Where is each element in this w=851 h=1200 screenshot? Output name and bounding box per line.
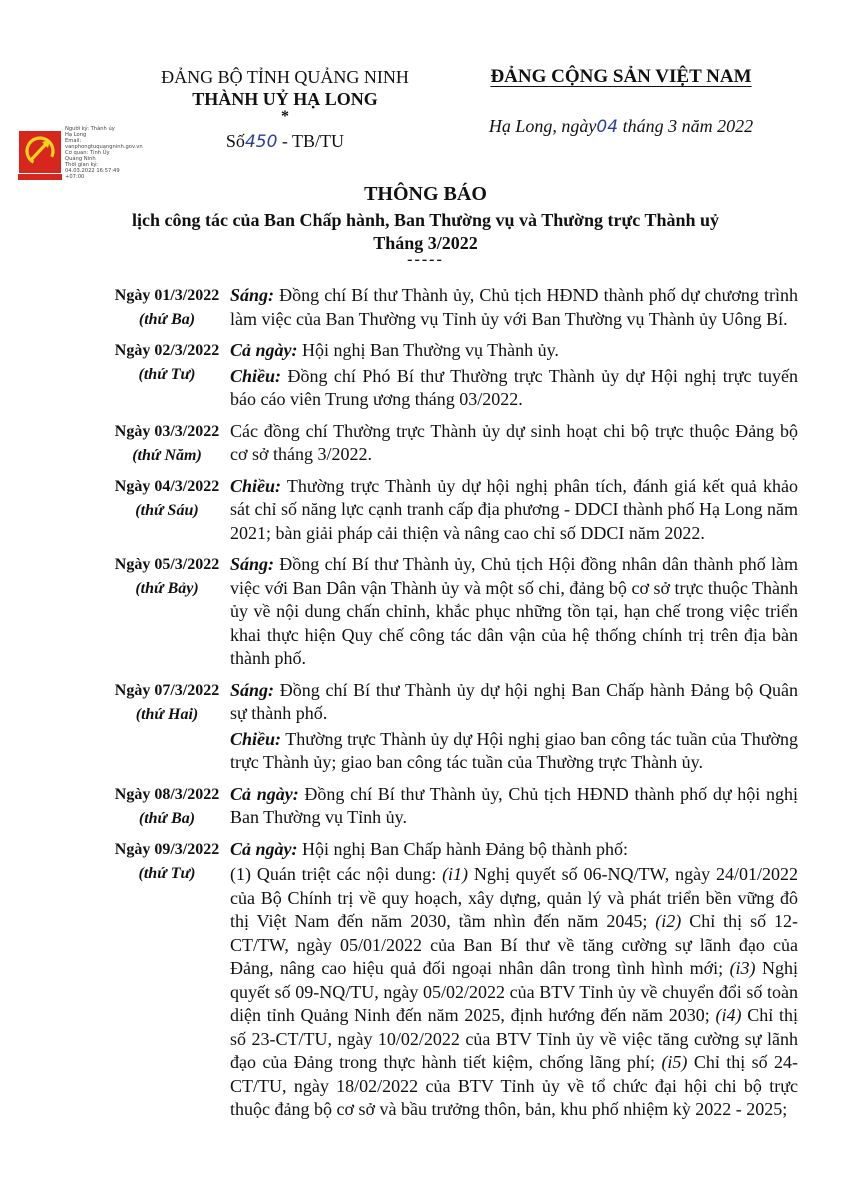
- time-of-day-label: Chiều:: [230, 475, 282, 496]
- entry-date-column: [104, 838, 230, 1124]
- signer-agency: Cơ quan: Tỉnh Ủy Quảng Ninh: [65, 150, 110, 162]
- activity-text: Đồng chí Bí thư Thành ủy, Chủ tịch HĐND thành phố dự hội nghị Ban Thường vụ Tỉnh ủy.: [230, 783, 799, 827]
- time-of-day-label: Cả ngày:: [230, 340, 298, 360]
- schedule-list: [104, 284, 804, 1130]
- date-prefix: Hạ Long, ngày: [488, 116, 597, 136]
- time-of-day-label: Cả ngày:: [230, 838, 298, 859]
- entry-date: Ngày 04/3/2022: [114, 477, 220, 495]
- entry-weekday: (thứ Tư): [138, 366, 196, 383]
- entry-content: [230, 339, 798, 414]
- schedule-entry: [104, 420, 804, 469]
- detail-text: Nghị quyết số 06-NQ/TW, ngày 24/01/2022 của Bộ Chính trị về quy hoạch, xây dựng, quản lý và phát triển bền vững đô thị Việt Nam đến năm 2030, tầm nhìn đến năm 2045;: [230, 864, 798, 931]
- activity: [230, 783, 798, 830]
- activity-text: Hội nghị Ban Chấp hành Đảng bộ thành phố:: [297, 838, 628, 859]
- org-line-1: ĐẢNG BỘ TỈNH QUẢNG NINH: [161, 67, 409, 87]
- item-marker: (i5): [661, 1052, 688, 1072]
- entry-weekday: (thứ Năm): [132, 446, 202, 464]
- number-suffix: - TB/TU: [281, 131, 345, 151]
- activity: [230, 365, 798, 412]
- activity: [230, 339, 798, 363]
- digital-signature: [18, 126, 143, 190]
- entry-content: [230, 553, 798, 673]
- activity-text: Đồng chí Bí thư Thành ủy dự hội nghị Ban Chấp hành Đảng bộ Quân sự thành phố.: [230, 679, 798, 723]
- time-of-day-label: Cả ngày:: [230, 783, 299, 804]
- notice-month: Tháng 3/2022: [373, 233, 478, 253]
- time-of-day-label: Sáng:: [230, 554, 275, 574]
- date-suffix: tháng 3 năm 2022: [622, 116, 754, 136]
- entry-date: Ngày 01/3/2022: [114, 287, 220, 304]
- signer: Người ký: Thành ủy Hạ Long: [65, 126, 115, 138]
- sign-time: 04.03.2022 16:57:49 +07:00: [65, 168, 120, 180]
- entry-date-column: [104, 783, 230, 832]
- entry-weekday: (thứ Tư): [138, 864, 196, 882]
- entry-weekday: (thứ Hai): [135, 705, 199, 723]
- detail-text: Nghị quyết số 09-NQ/TU, ngày 05/02/2022 của BTV Tỉnh ủy về chuyển đổi số toàn diện tỉnh Quảng Ninh đến năm 2025, định hướng đến năm 2030;: [230, 958, 798, 1025]
- entry-content: [230, 284, 798, 333]
- activity-text: Thường trực Thành ủy dự hội nghị phân tích, đánh giá kết quả khảo sát chỉ số năng lực cạnh tranh cấp địa phương - DDCI thành phố Hạ Long năm 2021; bàn giải pháp cải thiện và nâng cao chỉ số DDCI năm 2022.: [230, 475, 798, 543]
- entry-date-column: [104, 679, 230, 777]
- item-marker: (i4): [715, 1005, 742, 1025]
- time-of-day-label: Chiều:: [230, 365, 282, 386]
- entry-weekday: (thứ Ba): [138, 311, 196, 328]
- time-of-day-label: Chiều:: [230, 728, 282, 749]
- entry-weekday: (thứ Ba): [138, 809, 196, 827]
- entry-date-column: [104, 475, 230, 548]
- schedule-entry: [104, 783, 804, 832]
- star-mark: *: [281, 108, 289, 125]
- item-marker: (i3): [729, 958, 756, 978]
- handwritten-number: 450: [244, 132, 278, 152]
- activity-text: Hội nghị Ban Thường vụ Thành ủy.: [297, 340, 559, 360]
- activity-text: Đồng chí Bí thư Thành ủy, Chủ tịch HĐND thành phố dự chương trình làm việc của Ban Thường vụ Tỉnh ủy với Ban Thường vụ Thành ủy Uông Bí.: [230, 285, 798, 329]
- activity-details: [230, 863, 798, 1122]
- schedule-entry: [104, 838, 804, 1124]
- detail-text: Chỉ thị số 23-CT/TU, ngày 10/02/2022 của BTV Tỉnh ủy về việc tăng cường sự lãnh đạo của Đảng trong thực hành tiết kiệm, chống lãng phí;: [230, 1005, 798, 1072]
- detail-text: Chỉ thị số 12-CT/TW, ngày 05/01/2022 của Ban Bí thư về tăng cường sự lãnh đạo của Đảng, nâng cao hiệu quả đối ngoại nhân dân trong tình hình mới;: [230, 911, 798, 978]
- handwritten-day: 04: [596, 117, 619, 137]
- entry-date-column: [104, 339, 230, 414]
- activity: [230, 284, 798, 331]
- entry-date: Ngày 08/3/2022: [114, 785, 220, 803]
- entry-date-column: [104, 420, 230, 469]
- detail-text: Chỉ thị số 24-CT/TU, ngày 18/02/2022 của BTV Tỉnh ủy về tổ chức đại hội chi bộ trực thuộc đảng bộ cơ sở và bầu trưởng thôn, bản, khu phố nhiệm kỳ 2022 - 2025;: [230, 1052, 798, 1119]
- activity: [230, 553, 798, 671]
- sign-time-label: Thời gian ký:: [65, 162, 98, 168]
- schedule-entry: [104, 339, 804, 414]
- number-prefix: Số: [225, 131, 245, 151]
- signer-email: Email: vanphongtuquangninh.gov.vn: [65, 138, 143, 150]
- activity-text: Thường trực Thành ủy dự Hội nghị giao ban công tác tuần của Thường trực Thành ủy; giao ban công tác tuần của Thường trực Thành ủy.: [230, 728, 798, 772]
- issuing-organization: [120, 66, 450, 155]
- item-marker: (i2): [655, 911, 682, 931]
- detail-text: (1) Quán triệt các nội dung:: [230, 864, 443, 884]
- party-header: [456, 64, 786, 137]
- activity: [230, 679, 798, 726]
- entry-weekday: (thứ Bảy): [135, 580, 199, 597]
- schedule-entry: [104, 679, 804, 777]
- notice-subtitle: lịch công tác của Ban Chấp hành, Ban Thường vụ và Thường trực Thành uỷ: [131, 210, 720, 230]
- entry-content: [230, 679, 798, 777]
- activity: [230, 475, 798, 546]
- document-number: [120, 128, 450, 155]
- notice-title-block: [0, 182, 851, 266]
- activity: [230, 838, 798, 862]
- activity-text: Đồng chí Phó Bí thư Thường trực Thành ủy dự Hội nghị trực tuyến báo cáo viên Trung ương tháng 03/2022.: [230, 365, 798, 409]
- party-name: ĐẢNG CỘNG SẢN VIỆT NAM: [490, 66, 752, 87]
- entry-date: Ngày 03/3/2022: [114, 422, 220, 440]
- issue-date: [456, 116, 786, 137]
- activity-text: Các đồng chí Thường trực Thành ủy dự sinh hoạt chi bộ trực thuộc Đảng bộ cơ sở tháng 3/2022.: [230, 420, 798, 464]
- schedule-entry: [104, 553, 804, 673]
- activity-text: Đồng chí Bí thư Thành ủy, Chủ tịch Hội đồng nhân dân thành phố làm việc với Ban Dân vận Thành ủy và một số chi, đảng bộ cơ sở trực thuộc Thành ủy về nội dung chấn chỉnh, khắc phục những tồn tại, hạn chế trong việc triển khai thực hiện Quy chế công tác dân vận của hệ thống chính trị trên địa bàn thành phố.: [230, 554, 798, 668]
- schedule-entry: [104, 475, 804, 548]
- entry-date: Ngày 02/3/2022: [114, 342, 220, 359]
- entry-weekday: (thứ Sáu): [135, 501, 199, 519]
- org-line-2: THÀNH UỶ HẠ LONG: [192, 89, 378, 109]
- entry-date: Ngày 05/3/2022: [114, 556, 220, 573]
- entry-content: [230, 783, 798, 832]
- notice-title: THÔNG BÁO: [364, 183, 487, 205]
- title-divider: -----: [407, 251, 444, 268]
- time-of-day-label: Sáng:: [230, 285, 275, 305]
- entry-content: [230, 420, 798, 469]
- party-seal-icon: [18, 130, 62, 180]
- activity: [230, 728, 798, 775]
- entry-content: [230, 838, 798, 1124]
- signature-details: [65, 126, 143, 180]
- entry-date-column: [104, 284, 230, 333]
- entry-content: [230, 475, 798, 548]
- item-marker: (i1): [442, 864, 469, 884]
- entry-date: Ngày 09/3/2022: [114, 840, 220, 858]
- time-of-day-label: Sáng:: [230, 679, 275, 700]
- schedule-entry: [104, 284, 804, 333]
- activity: [230, 420, 798, 467]
- entry-date-column: [104, 553, 230, 673]
- entry-date: Ngày 07/3/2022: [114, 681, 220, 699]
